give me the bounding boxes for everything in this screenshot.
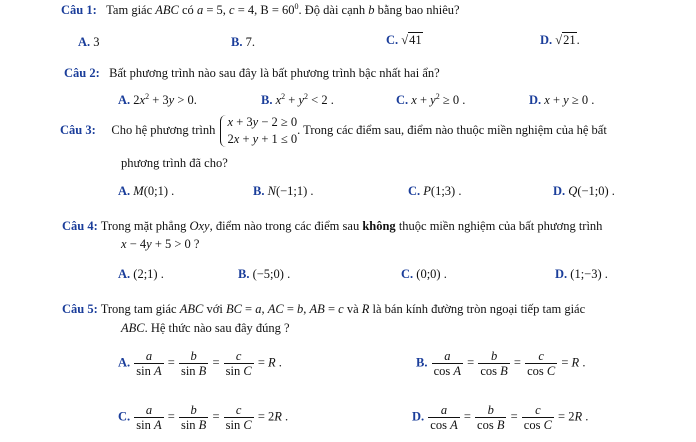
option-label: A.	[118, 93, 131, 107]
q1-option-d[interactable]	[540, 32, 580, 48]
option-value: 7.	[245, 35, 255, 49]
option-suffix: .	[576, 33, 580, 47]
q5-option-a[interactable]: A. $\frac{a}{\text{sin A}}$ = $\frac{b}{\text{sin B}}$ = $\frac{c}{\text{sin C}}$ = R .	[118, 349, 282, 378]
question-4-label: Câu 4:	[62, 219, 98, 233]
option-label: D.	[555, 267, 568, 281]
q1-option-b[interactable]	[231, 34, 255, 50]
q3-option-d[interactable]: D. Q(−1;0) .	[553, 184, 615, 198]
q4-option-c[interactable]: C. (0;0) .	[401, 267, 447, 281]
q2-option-a[interactable]: A. $2x^2 + 3y > 0$.	[118, 92, 197, 107]
option-label: C.	[386, 33, 399, 47]
q5-option-d[interactable]: D. $\frac{a}{\text{cos A}}$ = $\frac{b}{\text{cos B}}$ = $\frac{c}{\text{cos C}}$ = 2R .	[412, 403, 589, 432]
question-3-text-3: phương trình đã cho?	[121, 156, 228, 170]
question-4-text: Trong mặt phẳng	[100, 219, 190, 233]
question-2-label: Câu 2:	[64, 66, 100, 80]
q3-option-b[interactable]: B. N(−1;1) .	[253, 184, 314, 198]
option-label: B.	[231, 35, 243, 49]
question-1-text-3: Độ dài cạnh	[301, 3, 369, 17]
q3-option-a[interactable]: A. M(0;1) .	[118, 184, 175, 198]
q5-option-c[interactable]: C. $\frac{a}{\text{sin A}}$ = $\frac{b}{\text{sin B}}$ = $\frac{c}{\text{sin C}}$ = 2R .	[118, 403, 289, 432]
option-label: D.	[412, 409, 425, 424]
option-label: A.	[118, 355, 131, 370]
option-label: C.	[401, 267, 414, 281]
option-label: B.	[253, 184, 265, 198]
q4-option-a[interactable]: A. (2;1) .	[118, 267, 164, 281]
question-4-emphasis: không	[362, 219, 396, 233]
question-2-text: Bất phương trình nào sau đây là bất phương trình bậc nhất hai ẩn?	[109, 66, 440, 80]
option-label: A.	[78, 35, 91, 49]
option-label: C.	[118, 409, 131, 424]
radicand: 41	[409, 33, 422, 47]
option-value: 3	[93, 35, 100, 49]
question-5-cont: ABC. Hệ thức nào sau đây đúng ?	[121, 321, 290, 335]
q2-option-b[interactable]: B. $x^2 + y^2 < 2$ .	[261, 92, 334, 107]
option-label: C.	[408, 184, 421, 198]
question-1-label: Câu 1:	[61, 3, 97, 17]
sqrt-symbol: √21	[555, 33, 576, 47]
option-label: D.	[553, 184, 566, 198]
option-label: B.	[416, 355, 428, 370]
option-label: D.	[540, 33, 553, 47]
question-3-text: Cho hệ phương trình	[111, 122, 216, 137]
q1-option-c[interactable]	[386, 32, 423, 48]
question-4-inequality: x − 4y + 5 > 0 ?	[121, 237, 200, 251]
q3-option-c[interactable]: C. P(1;3) .	[408, 184, 462, 198]
question-5-text: Trong tam giác	[100, 302, 180, 316]
question-5: Câu 5: Trong tam giác ABC với BC = a, AC = b, AB = c và R là bán kính đường tròn ngoại tiếp tam giác	[62, 302, 586, 316]
q2-option-d[interactable]: D. x + y ≥ 0 .	[529, 93, 595, 107]
option-label: D.	[529, 93, 542, 107]
option-label: A.	[118, 184, 131, 198]
question-4: Câu 4: Trong mặt phẳng Oxy, điểm nào trong các điểm sau không thuộc miền nghiệm của bất phương trình	[62, 219, 603, 233]
q4-option-b[interactable]: B. (−5;0) .	[238, 267, 291, 281]
q4-option-d[interactable]: D. (1;−3) .	[555, 267, 608, 281]
question-5-text-2: với	[203, 302, 226, 316]
q1-option-a[interactable]	[78, 34, 100, 50]
question-1: Câu 1: Tam giác ABC có a = 5, c = 4, $B = 60^0$. Độ dài cạnh b bằng bao nhiêu?	[61, 2, 460, 17]
question-4-text-2: , điểm nào trong các điểm sau	[209, 219, 363, 233]
option-label: B.	[238, 267, 250, 281]
question-2	[64, 65, 440, 81]
question-5-text-3: và	[343, 302, 362, 316]
question-3-text-2: . Trong các điểm sau, điểm nào thuộc miền nghiệm của hệ bất	[297, 122, 607, 137]
question-1-text: Tam giác	[106, 3, 156, 17]
option-label: A.	[118, 267, 131, 281]
question-5-label: Câu 5:	[62, 302, 98, 316]
question-3	[60, 114, 607, 148]
question-4-text-3: thuộc miền nghiệm của bất phương trình	[395, 219, 603, 233]
option-label: B.	[261, 93, 273, 107]
inequality-system: x + 3y − 2 ≥ 0 2x + y + 1 ≤ 0	[219, 114, 298, 148]
q5-option-b[interactable]: B. $\frac{a}{\text{cos A}}$ = $\frac{b}{\text{cos B}}$ = $\frac{c}{\text{cos C}}$ = R .	[416, 349, 586, 378]
option-label: C.	[396, 93, 409, 107]
radicand: 21	[563, 33, 576, 47]
question-5-text-5: . Hệ thức nào sau đây đúng ?	[144, 321, 290, 335]
q2-option-c[interactable]: C. $x + y^2 \ge 0$ .	[396, 92, 466, 107]
question-1-text-4: bằng bao nhiêu?	[374, 3, 460, 17]
question-1-text-2: có	[178, 3, 197, 17]
question-3-cont	[121, 155, 228, 171]
question-3-label: Câu 3:	[60, 122, 96, 137]
sqrt-symbol: √41	[401, 33, 422, 47]
question-5-text-4: là bán kính đường tròn ngoại tiếp tam giác	[369, 302, 586, 316]
